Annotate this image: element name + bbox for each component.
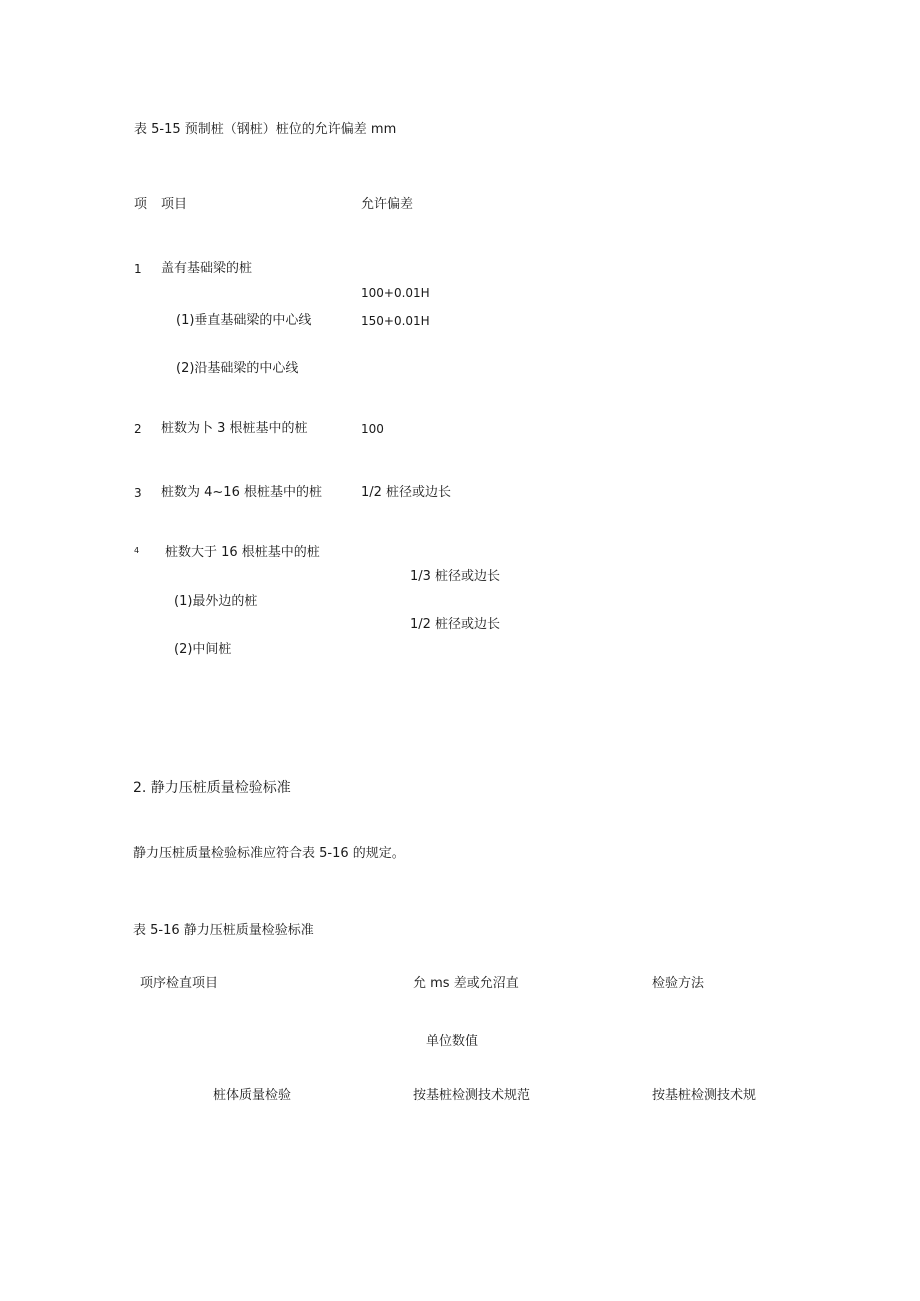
table-5-15-caption: 表 5-15 预制桩（钢桩）桩位的允许偏差 mm bbox=[134, 122, 397, 137]
row1-value-1: 100+0.01H bbox=[361, 286, 430, 300]
row4-sub-2: (2)中间桩 bbox=[174, 642, 232, 657]
t516-header-col2: 允 ms 差或允沼直 bbox=[413, 976, 519, 991]
row2-no: 2 bbox=[134, 422, 142, 436]
row4-value-1: 1/3 桩径或边长 bbox=[410, 569, 501, 584]
section-heading: 2. 静力压桩质量检验标准 bbox=[133, 780, 291, 796]
header-tolerance: 允许偏差 bbox=[361, 197, 414, 212]
row1-sub-1: (1)垂直基础梁的中心线 bbox=[176, 313, 312, 328]
row4-label: 桩数大于 16 根桩基中的桩 bbox=[165, 545, 320, 560]
row3-no: 3 bbox=[134, 486, 142, 500]
row4-value-2: 1/2 桩径或边长 bbox=[410, 617, 501, 632]
row4-sub-1: (1)最外边的桩 bbox=[174, 594, 258, 609]
row3-label: 桩数为 4~16 根桩基中的桩 bbox=[161, 485, 322, 500]
section-paragraph: 静力压桩质量检验标准应符合表 5-16 的规定。 bbox=[133, 846, 405, 861]
row3-value: 1/2 桩径或边长 bbox=[361, 485, 452, 500]
table-5-16-caption: 表 5-16 静力压桩质量检验标准 bbox=[133, 923, 314, 938]
t516-row1-method: 按基桩检测技术规 bbox=[652, 1088, 757, 1103]
header-item: 项目 bbox=[161, 197, 188, 212]
t516-header-col3: 检验方法 bbox=[652, 976, 705, 991]
header-no: 项 bbox=[134, 197, 148, 212]
row1-no: 1 bbox=[134, 262, 142, 276]
row1-label: 盖有基础梁的桩 bbox=[161, 261, 253, 276]
t516-row1-tolerance: 按基桩检测技术规范 bbox=[413, 1088, 531, 1103]
row2-label: 桩数为卜 3 根桩基中的桩 bbox=[161, 421, 308, 436]
row4-no: 4 bbox=[134, 546, 140, 555]
row1-value-2: 150+0.01H bbox=[361, 314, 430, 328]
t516-row1-item: 桩体质量检验 bbox=[213, 1088, 292, 1103]
t516-header-sub: 单位数值 bbox=[426, 1034, 479, 1049]
t516-header-col1: 项序检直项目 bbox=[140, 976, 219, 991]
row1-sub-2: (2)沿基础梁的中心线 bbox=[176, 361, 299, 376]
row2-value: 100 bbox=[361, 422, 384, 436]
